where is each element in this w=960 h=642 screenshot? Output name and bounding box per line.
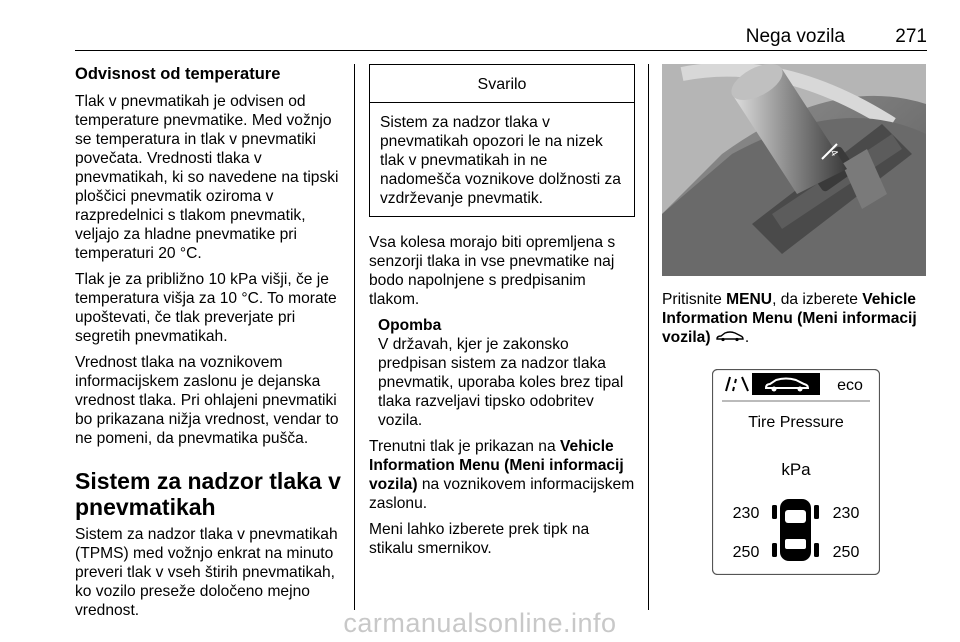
paragraph: Meni lahko izberete prek tipk na stikalu smernikov.	[369, 521, 590, 557]
pressure-front-right: 230	[832, 505, 860, 522]
note-title: Opomba	[378, 317, 442, 334]
text-run: .	[744, 329, 750, 346]
page-header	[75, 22, 927, 51]
pressure-rear-left: 250	[732, 544, 760, 561]
paragraph	[369, 437, 635, 513]
text-run: Trenutni tlak je prikazan na	[369, 438, 560, 455]
selected-menu-tab	[752, 373, 820, 395]
warning-title: Svarilo	[370, 65, 634, 103]
page-number: 271	[895, 26, 927, 47]
pressure-rear-right: 250	[832, 544, 860, 561]
menu-name: Vehicle Information Menu (Meni informacij vozila)	[662, 291, 917, 346]
turn-signal-stalk-photo	[662, 64, 926, 276]
tire-pressure-display	[712, 369, 880, 575]
column-middle	[369, 64, 635, 565]
column-divider	[354, 64, 355, 610]
text-run: Pritisnite	[662, 291, 727, 308]
svg-text:4: 4	[827, 148, 840, 159]
paragraph: Sistem za nadzor tlaka v pnevmatikah (TPMS) med vožnjo enkrat na minuto preveri tlak v vseh štirih pnevmatikah, ko vozilo preseže določeno mejno vrednost.	[75, 526, 338, 619]
warning-box	[369, 64, 635, 217]
note-box	[369, 316, 635, 430]
caption	[662, 290, 926, 347]
subheading-temperature: Odvisnost od temperature	[75, 65, 281, 83]
menu-name: Vehicle Information Menu (Meni informacij vozila)	[369, 438, 624, 493]
watermark: carmanualsonline.info	[343, 608, 617, 638]
paragraph: Vrednost tlaka na voznikovem informacijskem zaslonu je dejanska vrednost tlaka. Pri ohlajeni pnevmatiki bo prikazana nižja vrednost, vendar to ne pomeni, da pnevmatika pušča.	[75, 354, 339, 447]
note-body: V državah, kjer je zakonsko predpisan sistem za nadzor tlaka pnevmatik, uporaba koles brez tipal tlaka razveljavi tipsko odobritev vozila.	[378, 336, 624, 429]
paragraph: Tlak je za približno 10 kPa višji, če je temperatura višja za 10 °C. To morate upoštevati, če tlak preverjate pri segretih pnevmatikah.	[75, 271, 337, 345]
section-title: Nega vozila	[745, 26, 845, 47]
car-icon	[715, 330, 745, 342]
eco-tab: eco	[837, 377, 863, 394]
paragraph: Tlak v pnevmatikah je odvisen od temperature pnevmatike. Med vožnjo se temperatura in tlak v pnevmatiki povečata. Vrednosti tlaka v pnevmatikah, ki so navedene na tipski ploščici pnevmatik oziroma v razpredelnici s tlakom pnevmatik, veljajo za hladne pnevmatike pri temperaturi 20 °C.	[75, 93, 339, 262]
menu-button-name: MENU	[726, 291, 773, 308]
column-right	[662, 64, 926, 575]
heading-tpms: Sistem za nadzor tlaka v pnevmatikah	[75, 468, 341, 520]
column-divider	[648, 64, 649, 610]
paragraph: Vsa kolesa morajo biti opremljena s senzorji tlaka in vse pnevmatike naj bodo napolnjene s predpisanim tlakom.	[369, 234, 616, 308]
text-run: , da izberete	[772, 291, 863, 308]
pressure-unit: kPa	[781, 460, 811, 479]
pressure-front-left: 230	[732, 505, 760, 522]
warning-body: Sistem za nadzor tlaka v pnevmatikah opozori le na nizek tlak v pnevmatikah in ne nadomešča voznikove dolžnosti za vzdrževanje pnevmatik.	[380, 114, 621, 207]
display-title: Tire Pressure	[748, 414, 844, 431]
text-run: na voznikovem informacijskem zaslonu.	[369, 476, 635, 512]
column-left	[75, 64, 347, 627]
